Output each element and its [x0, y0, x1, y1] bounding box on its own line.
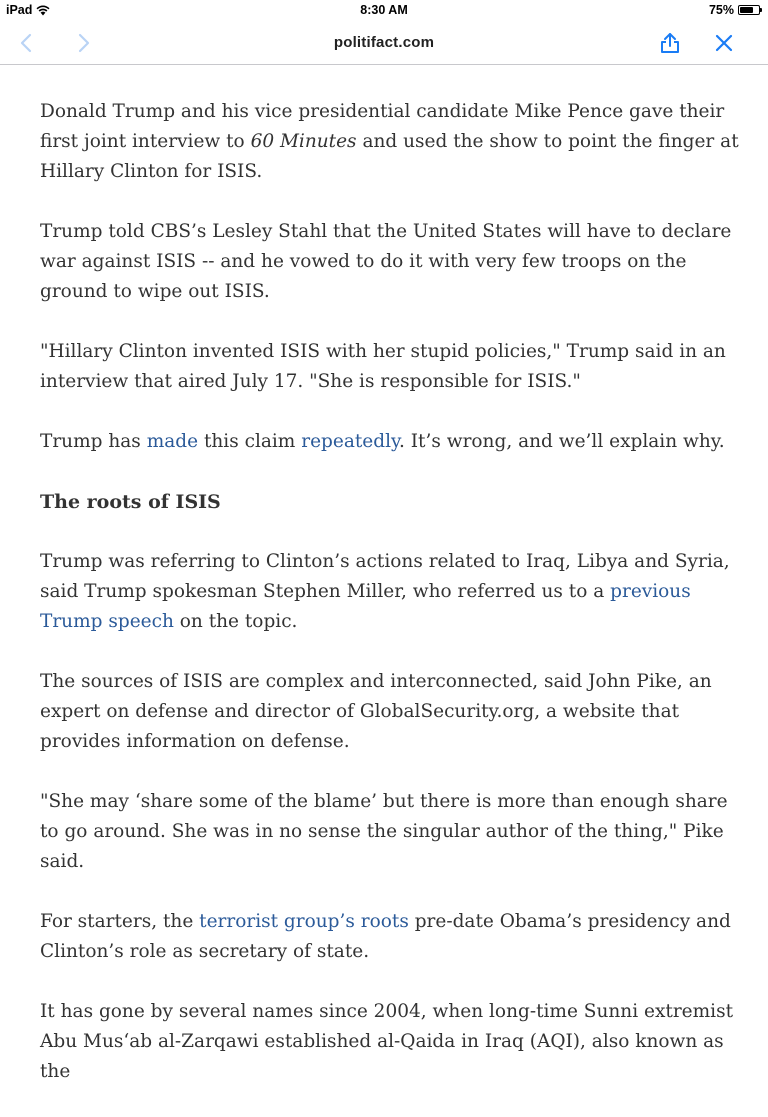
text-span: this claim: [198, 431, 302, 452]
section-heading: The roots of ISIS: [40, 491, 221, 513]
status-bar: [0, 0, 768, 22]
link-repeatedly[interactable]: repeatedly: [301, 431, 399, 452]
text-span: For starters, the: [40, 911, 200, 932]
text-span: and used the show to point the finger at Hillary Clinton for ISIS.: [40, 131, 739, 182]
close-button[interactable]: [710, 30, 738, 56]
show-title: 60 Minutes: [250, 131, 357, 152]
share-button[interactable]: [656, 30, 684, 56]
battery-tip: [760, 8, 762, 12]
paragraph-1: [40, 97, 740, 187]
text-span: pre-date Obama’s presidency and Clinton’s role as secretary of state.: [40, 911, 731, 962]
text-span: . It’s wrong, and we’ll explain why.: [398, 431, 725, 452]
article-body: [40, 97, 740, 1117]
page-domain[interactable]: politifact.com: [333, 34, 435, 51]
paragraph-5: [40, 547, 740, 637]
battery-fill: [740, 7, 753, 13]
share-icon: [659, 31, 681, 55]
paragraph-6: The sources of ISIS are complex and interconnected, said John Pike, an expert on defense and director of GlobalSecurity.org, a website that provides information on defense.: [40, 671, 712, 752]
text-span: Trump has: [40, 431, 147, 452]
status-time: 8:30 AM: [360, 3, 408, 17]
status-right: [709, 3, 760, 17]
link-terrorist-group-roots[interactable]: terrorist group’s roots: [199, 911, 409, 932]
text-span: Trump was referring to Clinton’s actions related to Iraq, Libya and Syria, said Trump spokesman Stephen Miller, who referred us to a: [40, 551, 730, 602]
paragraph-9: It has gone by several names since 2004, when long-time Sunni extremist Abu Mus‘ab al-Zarqawi established al-Qaida in Iraq (AQI), also known as the: [40, 1001, 734, 1082]
text-span: Donald Trump and his vice presidential candidate Mike Pence gave their first joint interview to: [40, 101, 725, 152]
device-name: iPad: [6, 3, 33, 17]
battery-percent: 75%: [708, 3, 734, 17]
paragraph-3: "Hillary Clinton invented ISIS with her stupid policies," Trump said in an interview that aired July 17. "She is responsible for ISIS.": [40, 341, 726, 392]
text-span: on the topic.: [173, 611, 298, 632]
paragraph-8: [40, 907, 740, 967]
close-icon: [714, 33, 734, 53]
paragraph-7: "She may ‘share some of the blame’ but there is more than enough share to go around. She was in no sense the singular author of the thing," Pike said.: [40, 791, 728, 872]
battery-icon: [738, 5, 760, 15]
paragraph-4: [40, 427, 740, 457]
paragraph-2: Trump told CBS’s Lesley Stahl that the United States will have to declare war against ISIS -- and he vowed to do it with very few troops on the ground to wipe out ISIS.: [40, 221, 732, 302]
browser-nav-bar: [0, 22, 768, 65]
link-made[interactable]: made: [146, 431, 199, 452]
link-previous-trump-speech[interactable]: previous Trump speech: [40, 581, 691, 632]
